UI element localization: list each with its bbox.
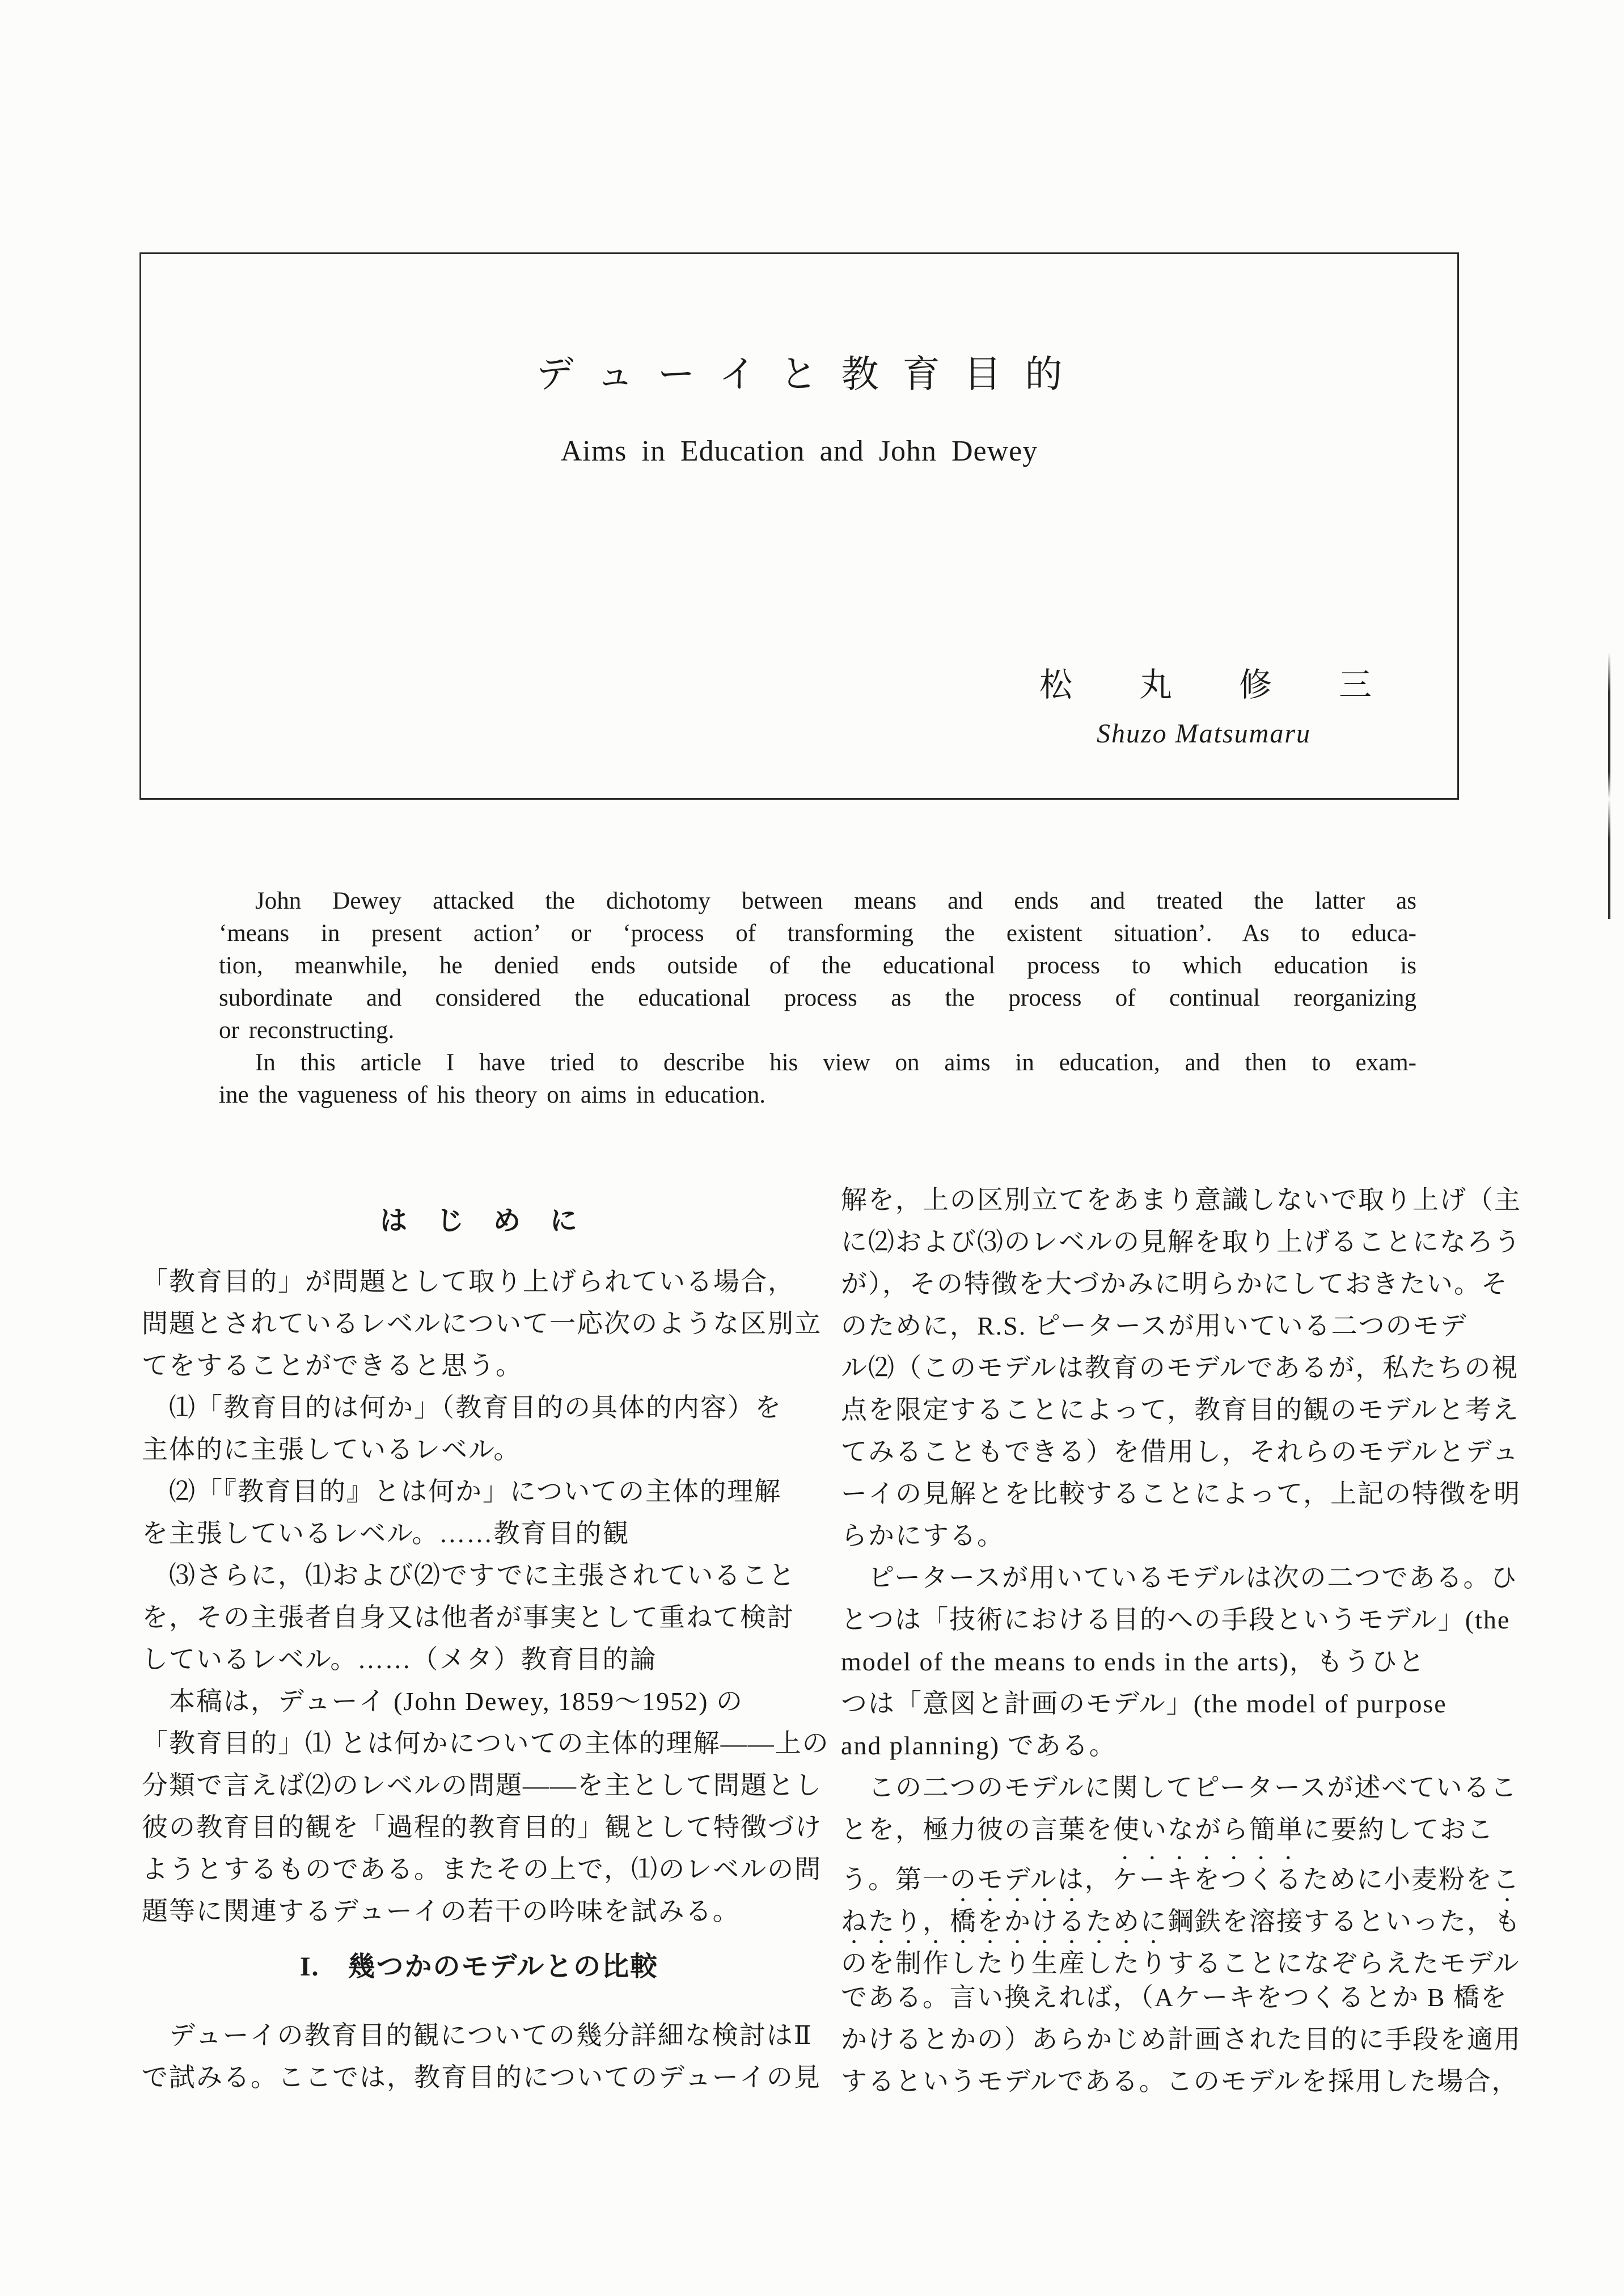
body-text-line: つは「意図と計画のモデル」(the model of purpose bbox=[841, 1689, 1447, 1718]
author-name-japanese: 松 丸 修 三 bbox=[1039, 666, 1389, 703]
body-text-line: 題等に関連するデューイの若干の吟味を試みる。 bbox=[142, 1897, 740, 1926]
introduction-text bbox=[142, 1261, 830, 1932]
text-segment: ために小麦粉をこ bbox=[1302, 1865, 1520, 1894]
emphasized-text: のを制作したり生産したり bbox=[841, 1949, 1168, 1978]
abstract-line: tion, meanwhile, he denied ends outside of the educational process to which education is bbox=[219, 952, 1416, 979]
article-title-english: Aims in Education and John Dewey bbox=[560, 435, 1038, 467]
body-text-line: 分類で言えば⑵のレベルの問題——を主として問題とし bbox=[142, 1771, 822, 1800]
body-text-line: ⑴「教育目的は何か」（教育目的の具体的内容）を bbox=[142, 1393, 782, 1422]
scan-artifact-line bbox=[1608, 652, 1610, 919]
abstract-line: or reconstructing. bbox=[219, 1017, 395, 1044]
body-text-line: 問題とされているレベルについて一応次のような区別立 bbox=[142, 1309, 822, 1338]
body-text-line: ピータースが用いているモデルは次の二つである。ひ bbox=[841, 1563, 1518, 1592]
body-text-line: てをすることができると思う。 bbox=[142, 1351, 523, 1380]
left-column bbox=[142, 1200, 830, 2099]
body-text-line: and planning) である。 bbox=[841, 1731, 1116, 1760]
body-text-line: とを，極力彼の言葉を使いながら簡単に要約しておこ bbox=[841, 1815, 1494, 1844]
body-text-line: 点を限定することによって，教育目的観のモデルと考え bbox=[841, 1395, 1520, 1424]
emphasized-text: ケーキをつくる bbox=[1111, 1865, 1302, 1894]
text-segment: ために鋼鉄を溶接するといった， bbox=[1086, 1907, 1494, 1936]
body-text-line: model of the means to ends in the arts)，もうひと bbox=[841, 1647, 1426, 1676]
emphasized-text: 橋をかける bbox=[950, 1907, 1086, 1936]
author-name-english: Shuzo Matsumaru bbox=[1096, 719, 1312, 749]
body-text-line: 解を，上の区別立てをあまり意識しないで取り上げ（主 bbox=[841, 1185, 1521, 1214]
body-text-line: が），その特徴を大づかみに明らかにしておきたい。そ bbox=[841, 1269, 1508, 1298]
abstract-line: ‘means in present action’ or ‘process of transforming the existent situation’. As to educa- bbox=[219, 920, 1416, 947]
body-text-line: で試みる。ここでは，教育目的についてのデューイの見 bbox=[142, 2063, 821, 2092]
body-text-line: ⑵「『教育目的』とは何か」についての主体的理解 bbox=[142, 1477, 782, 1506]
body-text-line: この二つのモデルに関してピータースが述べているこ bbox=[841, 1773, 1518, 1802]
body-text-line bbox=[841, 1851, 1520, 1894]
body-text-line bbox=[841, 1935, 1520, 1978]
section-heading-models-comparison: I. 幾つかのモデルとの比較 bbox=[299, 1952, 659, 1982]
body-text-line: ーイの見解とを比較することによって，上記の特徴を明 bbox=[841, 1479, 1521, 1508]
english-abstract bbox=[219, 885, 1416, 1111]
text-segment: う。第一のモデルは， bbox=[841, 1865, 1112, 1894]
section-heading-introduction: は じ め に bbox=[379, 1206, 578, 1236]
body-text-line: 主体的に主張しているレベル。 bbox=[142, 1435, 521, 1464]
body-text-line: ⑶さらに，⑴および⑵ですでに主張されていること bbox=[142, 1561, 796, 1590]
section-1-text bbox=[142, 2015, 821, 2099]
body-text-line: するというモデルである。このモデルを採用した場合， bbox=[841, 2067, 1519, 2096]
abstract-line: In this article I have tried to describe his view on aims in education, and then to exam- bbox=[255, 1049, 1416, 1076]
author-block bbox=[1022, 658, 1389, 749]
body-text-line: らかにする。 bbox=[841, 1521, 1004, 1550]
right-column bbox=[841, 1179, 1521, 2103]
body-text-line: のために，R.S. ピータースが用いている二つのモデ bbox=[841, 1311, 1467, 1340]
body-text-line bbox=[841, 1893, 1521, 1936]
body-text-line: 「教育目的」⑴ とは何かについての主体的理解——上の bbox=[142, 1729, 830, 1758]
body-text-line: てみることもできる）を借用し，それらのモデルとデュ bbox=[841, 1437, 1520, 1466]
body-text-line: ようとするものである。またその上で，⑴のレベルの問 bbox=[142, 1855, 822, 1884]
body-text-line: を，その主張者自身又は他者が事実として重ねて検討 bbox=[142, 1603, 794, 1632]
abstract-line: subordinate and considered the educational process as the process of continual reorganizing bbox=[219, 985, 1416, 1011]
title-box bbox=[139, 252, 1459, 800]
body-text-line: とつは「技術における目的への手段というモデル」(the bbox=[841, 1605, 1511, 1634]
article-title-japanese: デューイと教育目的 bbox=[536, 354, 1086, 395]
body-text-line: ル⑵（このモデルは教育のモデルであるが，私たちの視 bbox=[841, 1353, 1519, 1382]
abstract-line: ine the vagueness of his theory on aims in education. bbox=[219, 1082, 766, 1108]
body-text-line: デューイの教育目的観についての幾分詳細な検討はⅡ bbox=[142, 2021, 813, 2050]
text-segment: ねたり， bbox=[841, 1907, 950, 1936]
text-segment: することになぞらえたモデル bbox=[1168, 1949, 1520, 1978]
body-text-line: 本稿は，デューイ (John Dewey, 1859～1952) の bbox=[142, 1687, 743, 1716]
body-text-line: かけるとかの）あらかじめ計画された目的に手段を適用 bbox=[841, 2025, 1521, 2054]
body-text-line: 「教育目的」が問題として取り上げられている場合， bbox=[142, 1267, 795, 1296]
body-text-line: しているレベル。……（メタ）教育目的論 bbox=[142, 1645, 657, 1674]
abstract-line: John Dewey attacked the dichotomy between means and ends and treated the latter as bbox=[255, 888, 1416, 914]
body-text-line: である。言い換えれば，（Aケーキをつくるとか B 橋を bbox=[841, 1983, 1508, 2012]
emphasized-text: も bbox=[1494, 1907, 1521, 1936]
body-text-line: 彼の教育目的観を「過程的教育目的」観として特徴づけ bbox=[142, 1813, 822, 1842]
body-text-line: を主張しているレベル。……教育目的観 bbox=[142, 1519, 630, 1548]
body-text-line: に⑵および⑶のレベルの見解を取り上げることになろう bbox=[841, 1227, 1521, 1256]
